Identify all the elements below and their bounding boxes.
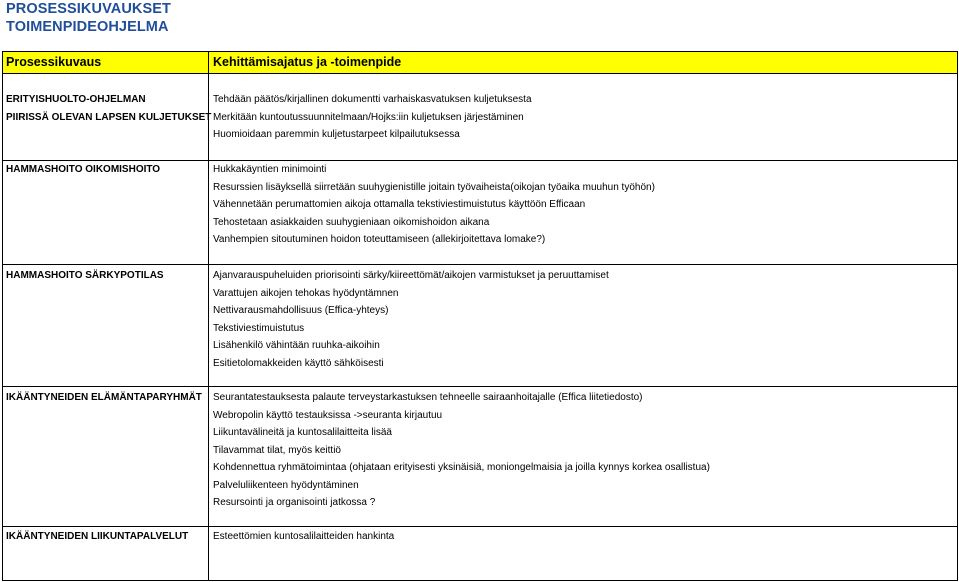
list-item: Webropolin käyttö testauksissa ->seuranta kirjautuu: [213, 409, 443, 421]
header-development-idea: Kehittämisajatus ja -toimenpide: [213, 55, 402, 69]
list-item: Merkitään kuntoutussuunnitelmaan/Hojks:iin kuljetuksen järjestäminen: [213, 111, 524, 123]
list-item: Esitietolomakkeiden käyttö sähköisesti: [213, 357, 384, 369]
list-item: Resursointi ja organisointi jatkossa ?: [213, 497, 376, 508]
section-items: [213, 161, 655, 249]
section-category: [6, 389, 202, 407]
list-item: Tekstiviestimuistutus: [213, 322, 305, 334]
list-item: Kohdennettua ryhmätoimintaa (ohjataan erityisesti yksinäisiä, moniongelmaisia ja joilla kynnys korkea osallistua): [213, 462, 710, 473]
list-item: Tilavammat tilat, myös keittiö: [213, 444, 341, 456]
list-item: Palveluliikenteen hyödyntäminen: [213, 479, 359, 491]
section-items: [213, 389, 710, 512]
table-header-row: [3, 52, 957, 74]
section-category: [6, 267, 164, 285]
list-item: Liikuntavälineitä ja kuntosalilaitteita lisää: [213, 427, 392, 438]
action-program-table: [2, 51, 958, 581]
list-item: Seurantatestauksesta palaute terveystarkastuksen tehneelle sairaanhoitajalle (Effica liitetiedosto): [213, 392, 643, 403]
section-category: [6, 161, 160, 179]
section-category: [6, 528, 188, 546]
list-item: Huomioidaan paremmin kuljetustarpeet kilpailutuksessa: [213, 129, 460, 140]
list-item: Nettivarausmahdollisuus (Effica-yhteys): [213, 305, 389, 316]
section-divider: [3, 526, 957, 527]
list-item: Tehostetaan asiakkaiden suuhygieniaan oikomishoidon aikana: [213, 216, 490, 228]
list-item: Ajanvarauspuheluiden priorisointi särky/kiireettömät/aikojen varmistukset ja peruuttamiset: [213, 270, 609, 281]
section-divider: [3, 264, 957, 265]
list-item: Vanhempien sitoutuminen hoidon toteuttamiseen (allekirjoitettava lomake?): [213, 234, 546, 245]
list-item: Lisähenkilö vähintään ruuhka-aikoihin: [213, 340, 380, 351]
column-divider: [208, 52, 209, 580]
header-process-description: Prosessikuvaus: [6, 55, 102, 69]
section-items: [213, 91, 532, 144]
list-item: Resurssien lisäyksellä siirretään suuhygienistille joitain työvaiheista(oikojan työaika muuhun työhön): [213, 181, 655, 193]
section-items: [213, 528, 394, 546]
document-title-block: [6, 0, 171, 36]
list-item: Vähennetään perumattomien aikoja ottamalla tekstiviestimuistutus käyttöön Efficaan: [213, 199, 586, 210]
list-item: Hukkakäyntien minimointi: [213, 164, 327, 175]
category-line: PIIRISSÄ OLEVAN LAPSEN KULJETUKSET: [6, 111, 212, 123]
list-item: Varattujen aikojen tehokas hyödyntämnen: [213, 287, 399, 299]
category-line: IKÄÄNTYNEIDEN LIIKUNTAPALVELUT: [6, 531, 189, 542]
section-items: [213, 267, 609, 372]
section-divider: [3, 386, 957, 387]
document-subtitle: TOIMENPIDEOHJELMA: [6, 19, 169, 35]
category-line: ERITYISHUOLTO-OHJELMAN: [6, 94, 146, 105]
category-line: IKÄÄNTYNEIDEN ELÄMÄNTAPARYHMÄT: [6, 392, 202, 403]
list-item: Esteettömien kuntosalilaitteiden hankinta: [213, 531, 395, 542]
section-category: [6, 91, 211, 126]
category-line: HAMMASHOITO SÄRKYPOTILAS: [6, 270, 164, 281]
list-item: Tehdään päätös/kirjallinen dokumentti varhaiskasvatuksen kuljetuksesta: [213, 94, 532, 105]
document-title: PROSESSIKUVAUKSET: [6, 1, 171, 17]
category-line: HAMMASHOITO OIKOMISHOITO: [6, 164, 161, 175]
